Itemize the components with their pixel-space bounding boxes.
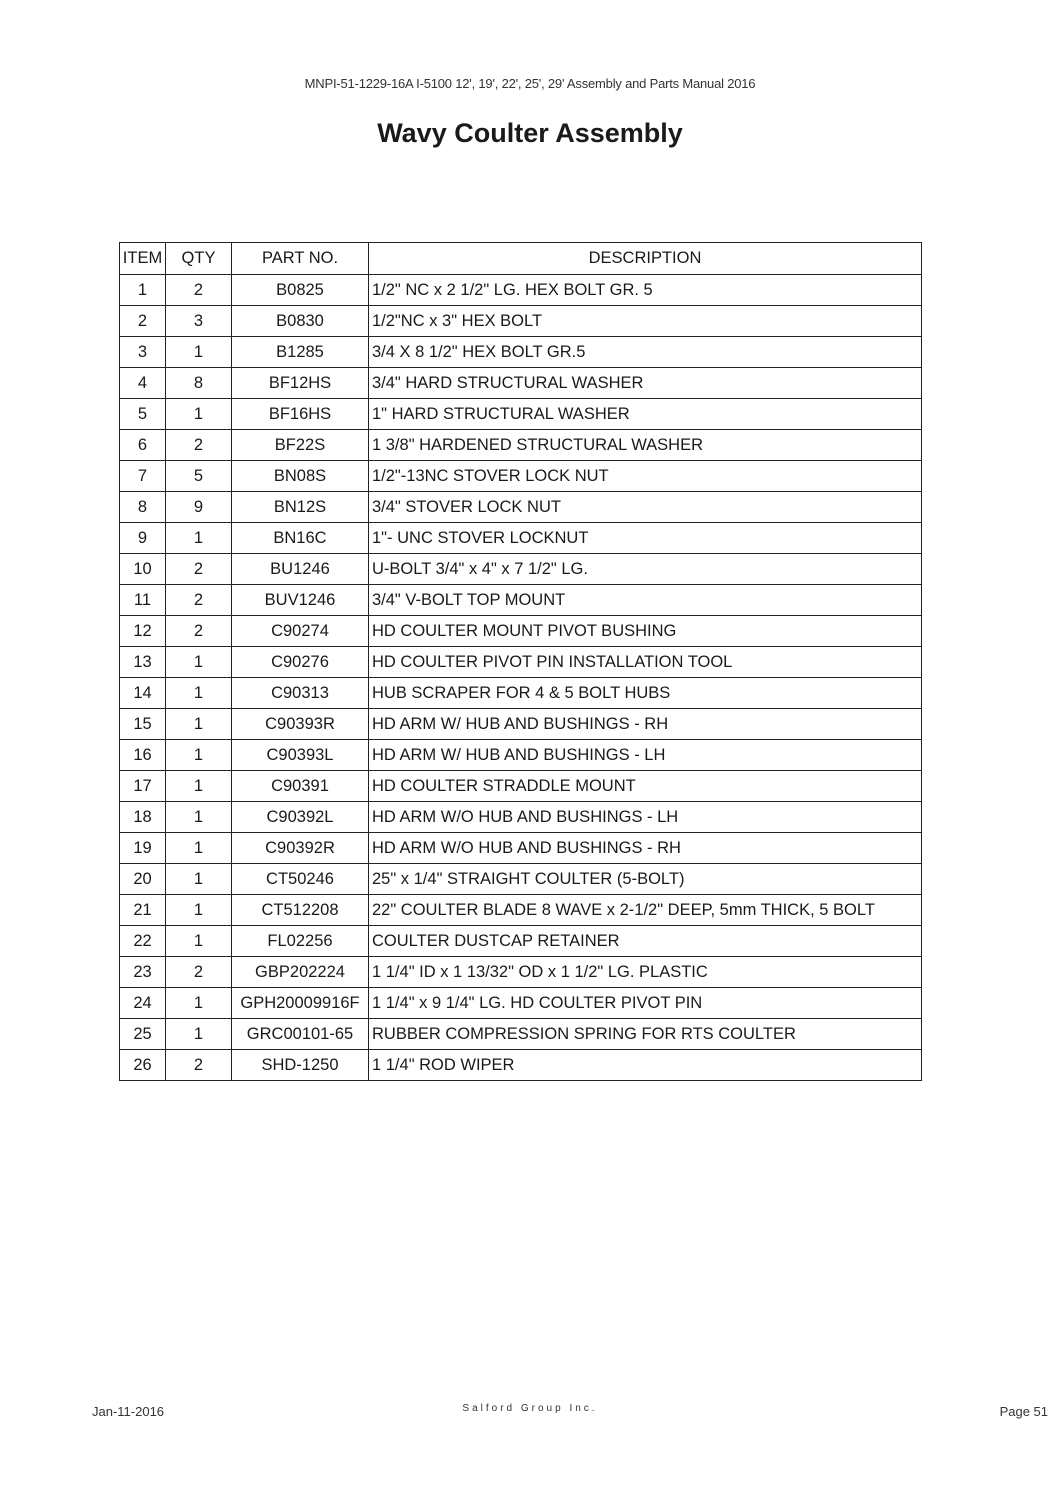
quantity-cell: 1 [166, 802, 232, 833]
part-number-cell: B0825 [232, 275, 369, 306]
item-number-cell: 17 [120, 771, 166, 802]
part-number-cell: SHD-1250 [232, 1050, 369, 1081]
description-cell: HD ARM W/O HUB AND BUSHINGS - RH [369, 833, 922, 864]
part-number-cell: BN08S [232, 461, 369, 492]
description-cell: 3/4" V-BOLT TOP MOUNT [369, 585, 922, 616]
quantity-cell: 5 [166, 461, 232, 492]
quantity-cell: 1 [166, 399, 232, 430]
part-number-cell: C90313 [232, 678, 369, 709]
item-number-cell: 1 [120, 275, 166, 306]
parts-table-body [120, 275, 922, 1081]
description-cell: HD COULTER MOUNT PIVOT BUSHING [369, 616, 922, 647]
table-row [120, 926, 922, 957]
part-number-cell: C90392R [232, 833, 369, 864]
table-row [120, 1050, 922, 1081]
quantity-cell: 1 [166, 709, 232, 740]
description-cell: 1" HARD STRUCTURAL WASHER [369, 399, 922, 430]
quantity-cell: 2 [166, 1050, 232, 1081]
part-number-cell: C90391 [232, 771, 369, 802]
part-number-cell: FL02256 [232, 926, 369, 957]
part-number-cell: GRC00101-65 [232, 1019, 369, 1050]
table-row [120, 709, 922, 740]
part-number-cell: CT512208 [232, 895, 369, 926]
quantity-cell: 2 [166, 616, 232, 647]
description-cell: COULTER DUSTCAP RETAINER [369, 926, 922, 957]
part-number-cell: BF16HS [232, 399, 369, 430]
table-row [120, 492, 922, 523]
table-header-row [120, 243, 922, 275]
description-cell: HD ARM W/ HUB AND BUSHINGS - RH [369, 709, 922, 740]
item-number-cell: 26 [120, 1050, 166, 1081]
item-number-cell: 14 [120, 678, 166, 709]
description-cell: HD ARM W/ HUB AND BUSHINGS - LH [369, 740, 922, 771]
quantity-cell: 1 [166, 771, 232, 802]
item-number-cell: 20 [120, 864, 166, 895]
item-number-cell: 15 [120, 709, 166, 740]
table-row [120, 740, 922, 771]
description-cell: 22" COULTER BLADE 8 WAVE x 2-1/2" DEEP, 5mm THICK, 5 BOLT [369, 895, 922, 926]
table-row [120, 337, 922, 368]
part-number-cell: C90274 [232, 616, 369, 647]
page-title: Wavy Coulter Assembly [377, 118, 683, 148]
quantity-cell: 3 [166, 306, 232, 337]
item-number-cell: 23 [120, 957, 166, 988]
column-header-qty: QTY [166, 243, 232, 275]
column-header-item: ITEM [120, 243, 166, 275]
part-number-cell: BN12S [232, 492, 369, 523]
table-row [120, 988, 922, 1019]
item-number-cell: 24 [120, 988, 166, 1019]
description-cell: HD COULTER PIVOT PIN INSTALLATION TOOL [369, 647, 922, 678]
description-cell: 1/2"-13NC STOVER LOCK NUT [369, 461, 922, 492]
quantity-cell: 2 [166, 430, 232, 461]
quantity-cell: 1 [166, 833, 232, 864]
quantity-cell: 2 [166, 585, 232, 616]
description-cell: 3/4" HARD STRUCTURAL WASHER [369, 368, 922, 399]
quantity-cell: 1 [166, 895, 232, 926]
table-row [120, 399, 922, 430]
table-row [120, 461, 922, 492]
description-cell: 1/2"NC x 3" HEX BOLT [369, 306, 922, 337]
table-row [120, 802, 922, 833]
item-number-cell: 16 [120, 740, 166, 771]
quantity-cell: 1 [166, 678, 232, 709]
document-header-line: MNPI-51-1229-16A I-5100 12', 19', 22', 25', 29' Assembly and Parts Manual 2016 [304, 76, 756, 91]
quantity-cell: 9 [166, 492, 232, 523]
quantity-cell: 1 [166, 523, 232, 554]
part-number-cell: B1285 [232, 337, 369, 368]
description-cell: 1 1/4" ID x 1 13/32" OD x 1 1/2" LG. PLASTIC [369, 957, 922, 988]
column-header-description: DESCRIPTION [369, 243, 922, 275]
table-row [120, 306, 922, 337]
parts-table [119, 242, 922, 1081]
footer-date: Jan-11-2016 [92, 1404, 165, 1419]
item-number-cell: 10 [120, 554, 166, 585]
table-row [120, 1019, 922, 1050]
description-cell: 25" x 1/4" STRAIGHT COULTER (5-BOLT) [369, 864, 922, 895]
item-number-cell: 7 [120, 461, 166, 492]
part-number-cell: B0830 [232, 306, 369, 337]
item-number-cell: 11 [120, 585, 166, 616]
quantity-cell: 1 [166, 864, 232, 895]
table-row [120, 957, 922, 988]
description-cell: 1 1/4" ROD WIPER [369, 1050, 922, 1081]
table-row [120, 616, 922, 647]
part-number-cell: C90276 [232, 647, 369, 678]
item-number-cell: 9 [120, 523, 166, 554]
item-number-cell: 3 [120, 337, 166, 368]
part-number-cell: BN16C [232, 523, 369, 554]
table-row [120, 523, 922, 554]
item-number-cell: 21 [120, 895, 166, 926]
part-number-cell: BUV1246 [232, 585, 369, 616]
part-number-cell: C90393R [232, 709, 369, 740]
description-cell: 1 1/4" x 9 1/4" LG. HD COULTER PIVOT PIN [369, 988, 922, 1019]
part-number-cell: C90392L [232, 802, 369, 833]
table-row [120, 647, 922, 678]
table-row [120, 895, 922, 926]
description-cell: HUB SCRAPER FOR 4 & 5 BOLT HUBS [369, 678, 922, 709]
item-number-cell: 13 [120, 647, 166, 678]
quantity-cell: 2 [166, 957, 232, 988]
table-row [120, 864, 922, 895]
quantity-cell: 2 [166, 554, 232, 585]
quantity-cell: 1 [166, 926, 232, 957]
table-row [120, 833, 922, 864]
description-cell: 1/2" NC x 2 1/2" LG. HEX BOLT GR. 5 [369, 275, 922, 306]
description-cell: RUBBER COMPRESSION SPRING FOR RTS COULTER [369, 1019, 922, 1050]
part-number-cell: GPH20009916F [232, 988, 369, 1019]
description-cell: U-BOLT 3/4" x 4" x 7 1/2" LG. [369, 554, 922, 585]
footer-company: Salford Group Inc. [462, 1403, 598, 1414]
item-number-cell: 12 [120, 616, 166, 647]
part-number-cell: BU1246 [232, 554, 369, 585]
item-number-cell: 19 [120, 833, 166, 864]
description-cell: HD ARM W/O HUB AND BUSHINGS - LH [369, 802, 922, 833]
quantity-cell: 8 [166, 368, 232, 399]
quantity-cell: 1 [166, 988, 232, 1019]
description-cell: HD COULTER STRADDLE MOUNT [369, 771, 922, 802]
description-cell: 1"- UNC STOVER LOCKNUT [369, 523, 922, 554]
item-number-cell: 22 [120, 926, 166, 957]
item-number-cell: 2 [120, 306, 166, 337]
item-number-cell: 25 [120, 1019, 166, 1050]
table-row [120, 585, 922, 616]
table-row [120, 275, 922, 306]
item-number-cell: 5 [120, 399, 166, 430]
table-row [120, 430, 922, 461]
part-number-cell: CT50246 [232, 864, 369, 895]
item-number-cell: 8 [120, 492, 166, 523]
item-number-cell: 18 [120, 802, 166, 833]
quantity-cell: 1 [166, 647, 232, 678]
table-row [120, 771, 922, 802]
part-number-cell: BF22S [232, 430, 369, 461]
part-number-cell: C90393L [232, 740, 369, 771]
description-cell: 3/4" STOVER LOCK NUT [369, 492, 922, 523]
item-number-cell: 6 [120, 430, 166, 461]
quantity-cell: 1 [166, 337, 232, 368]
table-row [120, 554, 922, 585]
quantity-cell: 2 [166, 275, 232, 306]
part-number-cell: BF12HS [232, 368, 369, 399]
quantity-cell: 1 [166, 740, 232, 771]
column-header-part-no: PART NO. [232, 243, 369, 275]
table-row [120, 678, 922, 709]
quantity-cell: 1 [166, 1019, 232, 1050]
part-number-cell: GBP202224 [232, 957, 369, 988]
table-row [120, 368, 922, 399]
description-cell: 1 3/8" HARDENED STRUCTURAL WASHER [369, 430, 922, 461]
footer-page-number: Page 51 [999, 1404, 1048, 1419]
description-cell: 3/4 X 8 1/2" HEX BOLT GR.5 [369, 337, 922, 368]
item-number-cell: 4 [120, 368, 166, 399]
